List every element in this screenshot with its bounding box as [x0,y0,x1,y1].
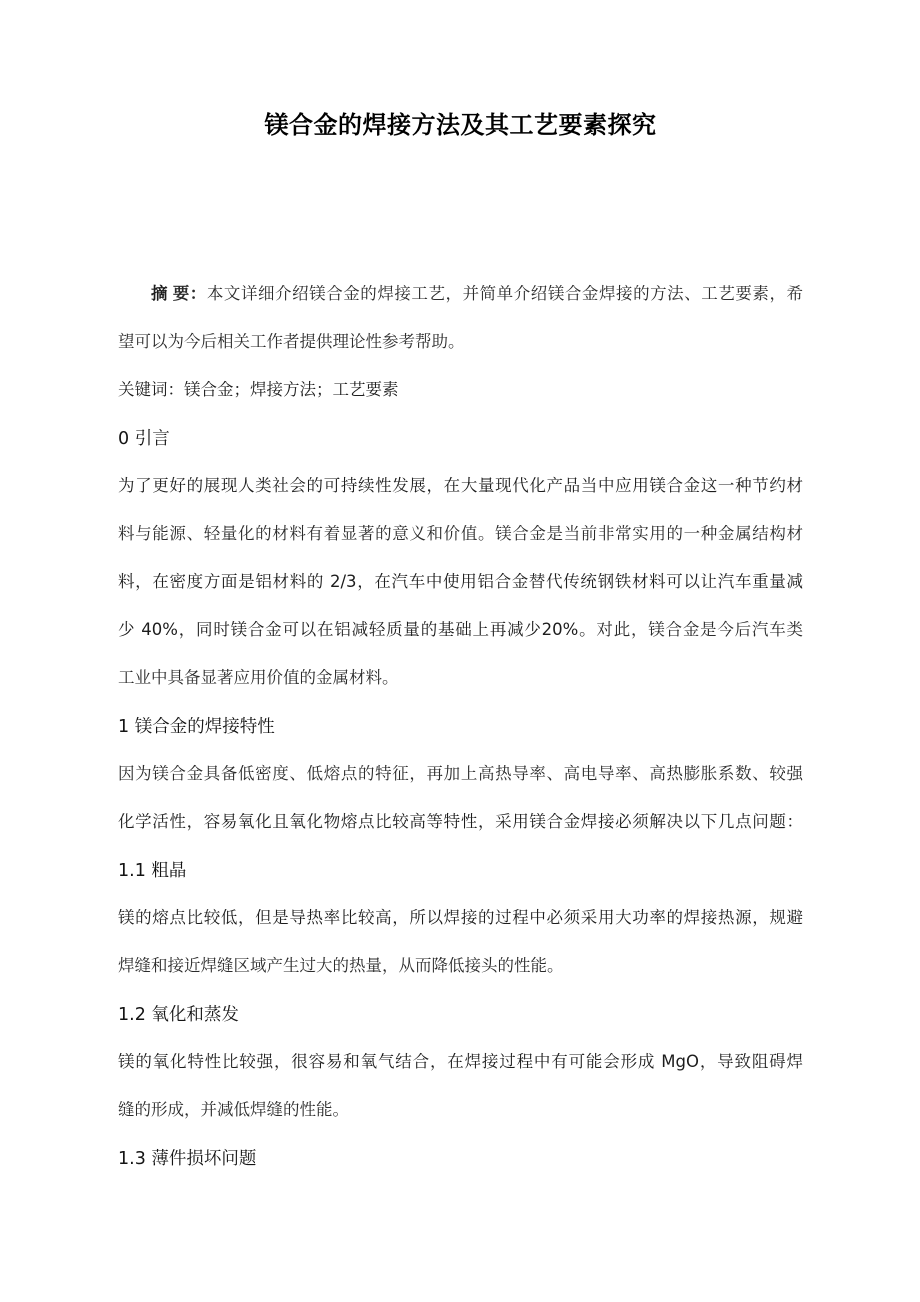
title-spacer [118,142,803,270]
text-run: 化学活性，容易氧化且氧化物熔点比较高等特性，采用镁合金焊接必须解决以下几点问题： [118,812,803,831]
document-title: 镁合金的焊接方法及其工艺要素探究 [264,111,657,139]
doc-line [118,894,803,942]
doc-line [118,318,803,366]
text-run: 1.3 薄件损坏问题 [118,1149,257,1169]
doc-line [118,942,803,990]
text-run: 因为镁合金具备低密度、低熔点的特征，再加上高热导率、高电导率、高热膨胀系数、较强 [118,764,803,783]
section-heading [118,1134,803,1182]
doc-line [118,558,803,606]
text-run: 镁的熔点比较低，但是导热率比较高，所以焊接的过程中必须采用大功率的焊接热源，规避 [118,908,803,927]
doc-line [118,510,803,558]
doc-line [118,270,803,318]
text-run: 1.2 氧化和蒸发 [118,1005,239,1025]
text-run: 缝的形成，并减低焊缝的性能。 [118,1100,349,1119]
text-run: 望可以为今后相关工作者提供理论性参考帮助。 [118,332,465,351]
text-run: 料与能源、轻量化的材料有着显著的意义和价值。镁合金是当前非常实用的一种金属结构材 [118,524,803,543]
text-run: 少 40%，同时镁合金可以在铝减轻质量的基础上再减少20%。 [118,620,597,639]
text-run: 焊缝和接近焊缝区域产生过大的热量，从而降低接头的性能。 [118,956,564,975]
doc-line [118,750,803,798]
doc-line [118,1086,803,1134]
document-body [118,270,803,1182]
keywords-line [118,366,803,414]
section-heading [118,990,803,1038]
section-heading [118,702,803,750]
text-run: 为了更好的展现人类社会的可持续性发展，在大量现代化产品当中应用镁合金这一种节约材 [118,476,803,495]
text-run: 关键词：镁合金；焊接方法；工艺要素 [118,380,399,399]
text-run: 镁的氧化特性比较强，很容易和氧气结合，在焊接过程中有可能会形成 MgO，导致阻碍焊 [118,1052,803,1071]
text-run: 工业中具备显著应用价值的金属材料。 [118,668,399,687]
text-run: 对此，镁合金是今后汽车类 [596,620,803,639]
text-run: 1 镁合金的焊接特性 [118,717,275,737]
text-run: 0 引言 [118,429,170,449]
doc-line [118,1038,803,1086]
section-heading [118,846,803,894]
text-run: 料，在密度方面是铝材料的 2/3，在汽车中使用铝合金替代传统钢铁材料可以让汽车重量减 [118,572,803,591]
text-run: 本文详细介绍镁合金的焊接工艺，并简单介绍镁合金焊接的方法、工艺要素，希 [206,284,804,303]
section-heading [118,414,803,462]
text-run: 要： [168,284,207,303]
doc-line [118,654,803,702]
doc-line [118,462,803,510]
doc-line [118,798,803,846]
text-run: 1.1 粗晶 [118,861,187,881]
text-run: 摘 [151,284,169,303]
doc-line [118,606,803,654]
